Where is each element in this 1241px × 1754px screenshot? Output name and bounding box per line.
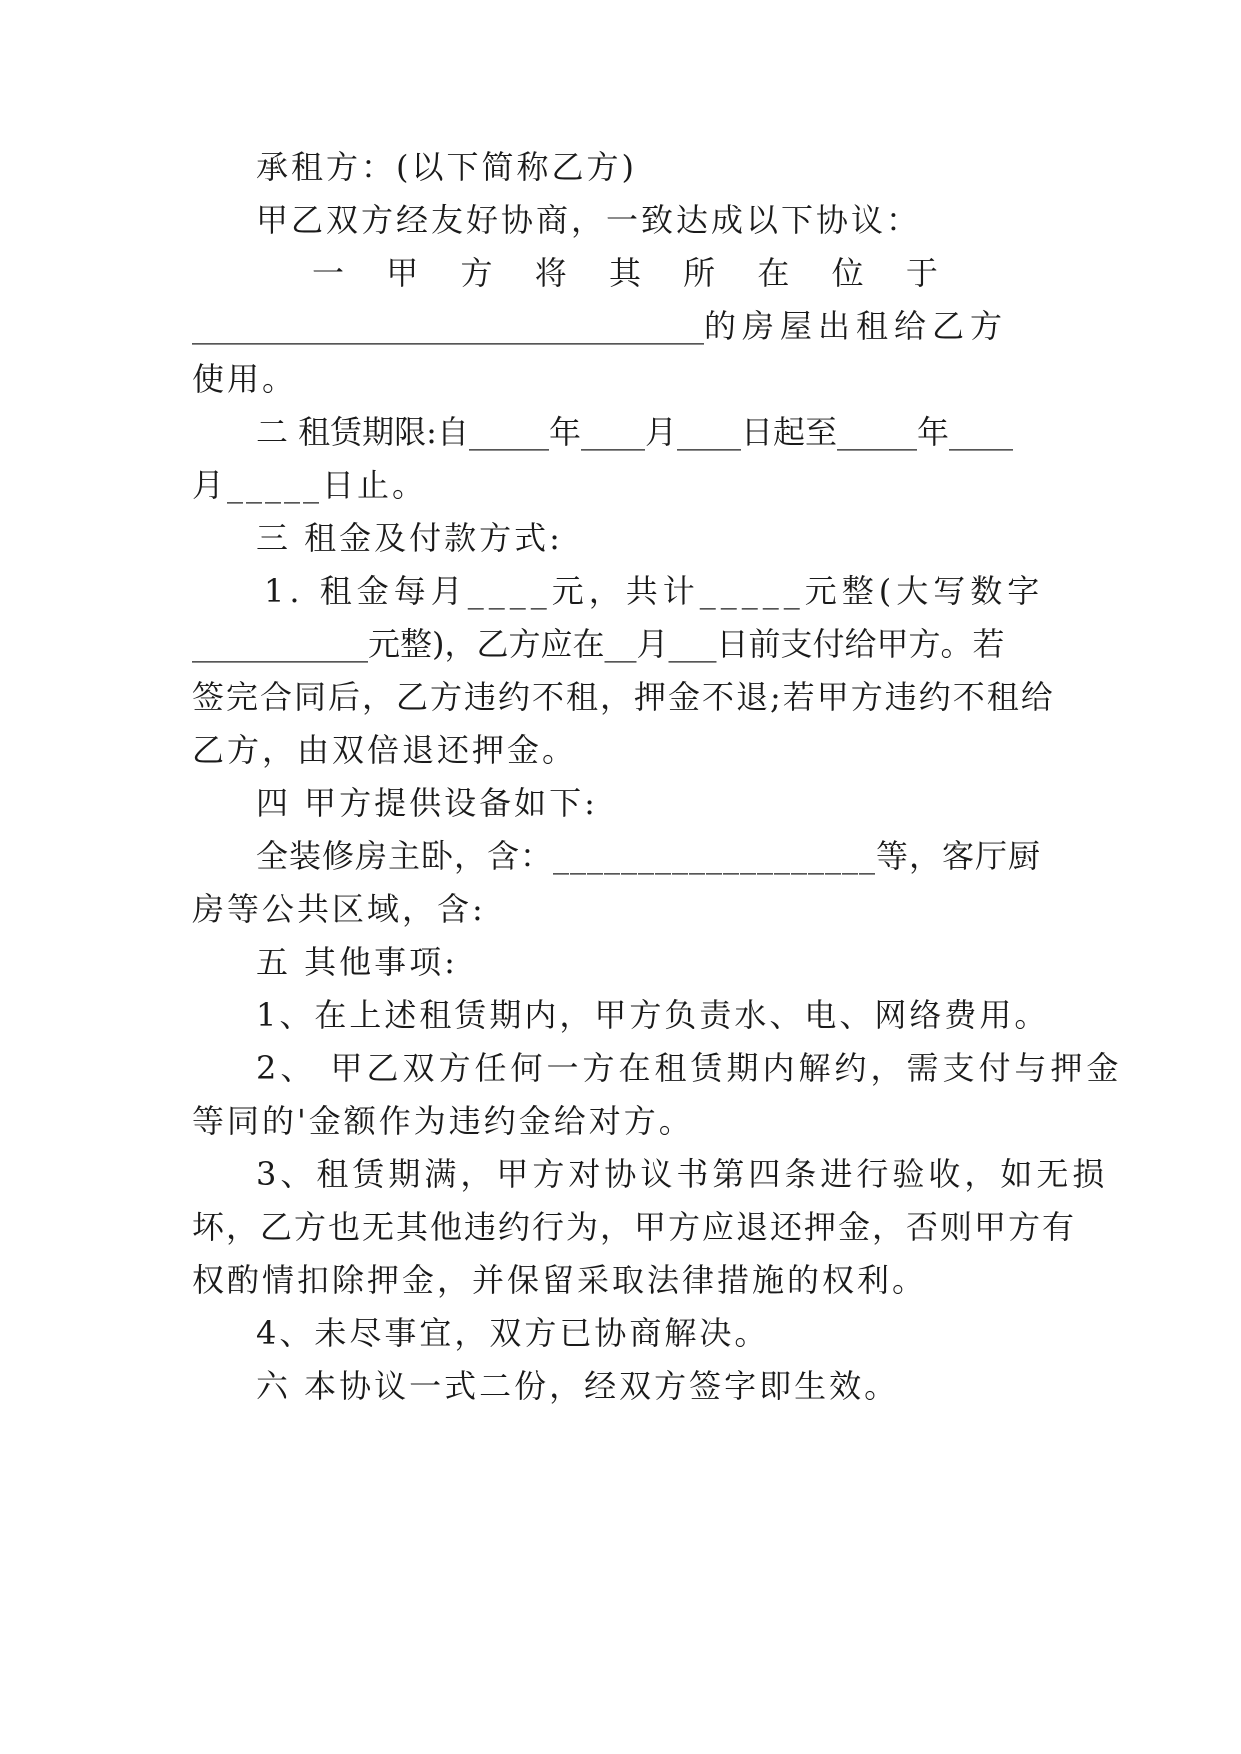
lessee-line: 承租方：(以下简称乙方) xyxy=(256,148,637,186)
clause-one-line xyxy=(312,253,938,293)
lease-term-end: 月_____日止。 xyxy=(192,466,428,504)
rent-line-3: 签完合同后，乙方违约不租，押金不退;若甲方违约不租给 xyxy=(192,678,1055,716)
equipment-line-2: 房等公共区域，含: xyxy=(192,890,486,928)
intro-line: 甲乙双方经友好协商，一致达成以下协议： xyxy=(256,201,922,239)
equipment-line-1: 全装修房主卧，含：___________________等，客厅厨 xyxy=(256,837,1042,875)
address-blank: ________________________________ xyxy=(192,307,704,345)
clause-one-word: 方 xyxy=(460,254,493,292)
other-item-4: 4、未尽事宜，双方已协商解决。 xyxy=(256,1314,770,1352)
clause-one-word: 一 xyxy=(312,254,345,292)
other-item-2: 2、 甲乙双方任何一方在租赁期内解约，需支付与押金 xyxy=(256,1049,1123,1087)
clause-one-word: 所 xyxy=(683,254,716,292)
clause-one-word: 在 xyxy=(757,254,790,292)
clause-one-word: 于 xyxy=(905,254,938,292)
clause-one-word: 将 xyxy=(534,254,567,292)
clause-one-end: 使用。 xyxy=(192,360,298,398)
clause-one-word: 其 xyxy=(608,254,641,292)
clause-one-word: 位 xyxy=(831,254,864,292)
lease-term-line: 二 租赁期限:自_____年____月____日起至_____年____ xyxy=(256,413,1013,451)
other-item-1: 1、在上述租赁期内，甲方负责水、电、网络费用。 xyxy=(256,996,1050,1034)
rent-line-1: 1. 租金每月____元，共计_____元整(大写数字 xyxy=(264,572,1045,610)
equipment-heading: 四 甲方提供设备如下: xyxy=(256,784,598,822)
other-item-2-end: 等同的'金额作为违约金给对方。 xyxy=(192,1102,694,1140)
other-item-3-cont: 坏，乙方也无其他违约行为，甲方应退还押金，否则甲方有 xyxy=(192,1208,1077,1246)
clause-one-address-line xyxy=(192,306,1052,346)
clause-one-text: 的房屋出租给乙方 xyxy=(704,307,1009,345)
rent-line-4: 乙方，由双倍退还押金。 xyxy=(192,731,578,769)
rent-line-2: ___________元整)，乙方应在__月___日前支付给甲方。若 xyxy=(192,625,1005,663)
rent-heading: 三 租金及付款方式: xyxy=(256,519,563,557)
other-heading: 五 其他事项: xyxy=(256,943,458,981)
effective-clause: 六 本协议一式二份，经双方签字即生效。 xyxy=(256,1367,900,1405)
other-item-3: 3、租赁期满，甲方对协议书第四条进行验收，如无损 xyxy=(256,1155,1109,1193)
clause-one-word: 甲 xyxy=(386,254,419,292)
other-item-3-end: 权酌情扣除押金，并保留采取法律措施的权利。 xyxy=(192,1261,928,1299)
